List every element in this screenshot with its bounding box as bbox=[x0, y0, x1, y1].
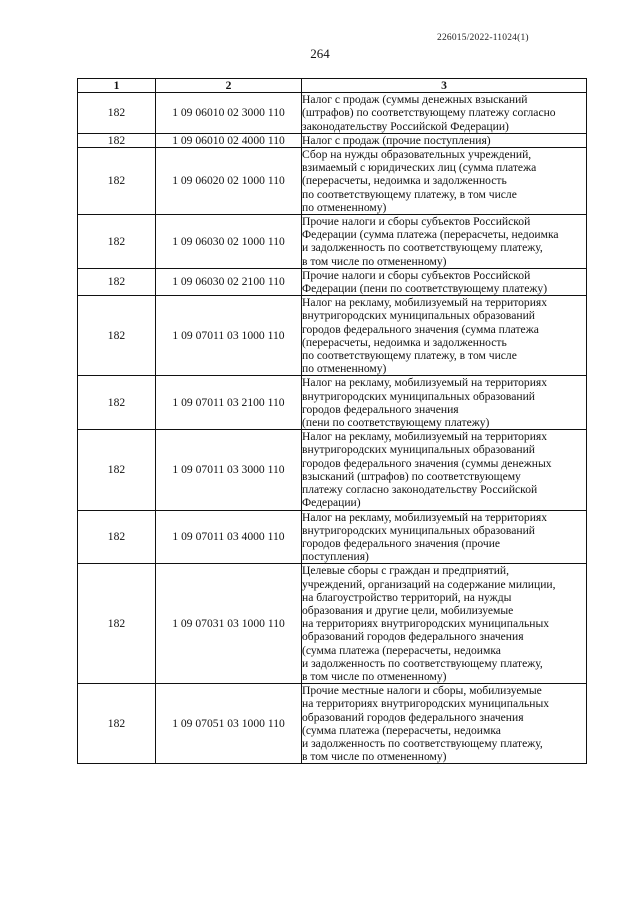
table-row bbox=[78, 93, 587, 134]
description-line: Прочие налоги и сборы субъектов Российской bbox=[302, 215, 531, 229]
description-line: в том числе по отмененному) bbox=[302, 669, 447, 683]
budget-classification-code-cell: 1 09 06010 02 3000 110 bbox=[156, 93, 302, 134]
revenue-description-cell bbox=[302, 93, 587, 134]
table-row bbox=[78, 148, 587, 215]
description-line: и задолженность по соответствующему платежу, bbox=[302, 656, 543, 670]
description-line: образований городов федерального значения bbox=[302, 630, 524, 644]
table-row bbox=[78, 564, 587, 684]
description-line: учреждений, организаций на содержание милиции, bbox=[302, 577, 556, 591]
description-line: образований городов федерального значения bbox=[302, 710, 524, 724]
table-row bbox=[78, 215, 587, 269]
description-line: внутригородских муниципальных образований bbox=[302, 443, 535, 457]
description-line: внутригородских муниципальных образований bbox=[302, 309, 535, 323]
table-row bbox=[78, 376, 587, 430]
description-line: Налог с продаж (суммы денежных взысканий bbox=[302, 93, 528, 107]
description-line: (перерасчеты, недоимка и задолженность bbox=[302, 174, 507, 188]
description-line: Прочие местные налоги и сборы, мобилизуемые bbox=[302, 684, 542, 698]
description-line: взысканий (штрафов) по соответствующему bbox=[302, 469, 521, 483]
description-line: внутригородских муниципальных образований bbox=[302, 389, 535, 403]
revenue-description-cell bbox=[302, 268, 587, 295]
admin-code-cell: 182 bbox=[78, 430, 156, 510]
description-line: (сумма платежа (перерасчеты, недоимка bbox=[302, 643, 501, 657]
revenue-description-cell bbox=[302, 564, 587, 684]
page-number: 264 bbox=[310, 46, 330, 61]
description-line: образования и другие цели, мобилизуемые bbox=[302, 603, 514, 617]
table-row bbox=[78, 296, 587, 376]
description-line: и задолженность по соответствующему платежу, bbox=[302, 241, 543, 255]
description-line: (сумма платежа (перерасчеты, недоимка bbox=[302, 723, 501, 737]
revenue-description-cell bbox=[302, 296, 587, 376]
revenue-description-cell bbox=[302, 510, 587, 564]
revenue-description-cell bbox=[302, 376, 587, 430]
budget-classification-code-cell: 1 09 06030 02 1000 110 bbox=[156, 215, 302, 269]
description-line: (штрафов) по соответствующему платежу согласно bbox=[302, 106, 556, 120]
admin-code-cell: 182 bbox=[78, 510, 156, 564]
revenue-description-cell bbox=[302, 148, 587, 215]
budget-code-table bbox=[77, 78, 587, 764]
description-line: городов федерального значения (суммы денежных bbox=[302, 456, 552, 470]
column-header-2: 2 bbox=[156, 79, 302, 93]
budget-classification-code-cell: 1 09 07031 03 1000 110 bbox=[156, 564, 302, 684]
description-line: и задолженность по соответствующему платежу, bbox=[302, 736, 543, 750]
admin-code-cell: 182 bbox=[78, 564, 156, 684]
description-line: (перерасчеты, недоимка и задолженность bbox=[302, 335, 507, 349]
table-body bbox=[78, 93, 587, 764]
description-line: городов федерального значения (сумма платежа bbox=[302, 322, 539, 336]
table-row bbox=[78, 133, 587, 147]
table-row bbox=[78, 510, 587, 564]
revenue-description-cell bbox=[302, 215, 587, 269]
budget-classification-code-cell: 1 09 07051 03 1000 110 bbox=[156, 684, 302, 764]
table-row bbox=[78, 268, 587, 295]
revenue-description-cell bbox=[302, 430, 587, 510]
description-line: Прочие налоги и сборы субъектов Российской bbox=[302, 268, 531, 282]
column-header-1: 1 bbox=[78, 79, 156, 93]
description-line: Федерации (пени по соответствующему платежу) bbox=[302, 282, 548, 296]
description-line: по соответствующему платежу, в том числе bbox=[302, 187, 517, 201]
description-line: Федерации (сумма платежа (перерасчеты, недоимка bbox=[302, 228, 559, 242]
table-row bbox=[78, 430, 587, 510]
admin-code-cell: 182 bbox=[78, 148, 156, 215]
description-line: в том числе по отмененному) bbox=[302, 254, 447, 268]
admin-code-cell: 182 bbox=[78, 296, 156, 376]
description-line: взимаемый с юридических лиц (сумма платежа bbox=[302, 161, 537, 175]
admin-code-cell: 182 bbox=[78, 133, 156, 147]
description-line: Федерации) bbox=[302, 496, 361, 510]
table-row bbox=[78, 684, 587, 764]
description-line: по отмененному) bbox=[302, 362, 387, 376]
description-line: на благоустройство территорий, на нужды bbox=[302, 590, 512, 604]
admin-code-cell: 182 bbox=[78, 376, 156, 430]
column-header-3: 3 bbox=[302, 79, 587, 93]
budget-classification-code-cell: 1 09 07011 03 4000 110 bbox=[156, 510, 302, 564]
admin-code-cell: 182 bbox=[78, 684, 156, 764]
budget-classification-code-cell: 1 09 06020 02 1000 110 bbox=[156, 148, 302, 215]
revenue-description-cell bbox=[302, 133, 587, 147]
description-line: по отмененному) bbox=[302, 200, 387, 214]
description-line: в том числе по отмененному) bbox=[302, 750, 447, 764]
description-line: городов федерального значения (прочие bbox=[302, 536, 501, 550]
revenue-description-cell bbox=[302, 684, 587, 764]
description-line: (пени по соответствующему платежу) bbox=[302, 416, 490, 430]
budget-classification-code-cell: 1 09 07011 03 1000 110 bbox=[156, 296, 302, 376]
admin-code-cell: 182 bbox=[78, 215, 156, 269]
description-line: Налог на рекламу, мобилизуемый на территориях bbox=[302, 430, 548, 444]
description-line: законодательству Российской Федерации) bbox=[302, 119, 509, 133]
description-line: на территориях внутригородских муниципальных bbox=[302, 697, 550, 711]
description-line: городов федерального значения bbox=[302, 402, 459, 416]
description-line: поступления) bbox=[302, 550, 369, 564]
table-header-row bbox=[78, 79, 587, 93]
description-line: на территориях внутригородских муниципальных bbox=[302, 617, 550, 631]
budget-classification-code-cell: 1 09 06010 02 4000 110 bbox=[156, 133, 302, 147]
budget-classification-code-cell: 1 09 06030 02 2100 110 bbox=[156, 268, 302, 295]
admin-code-cell: 182 bbox=[78, 268, 156, 295]
budget-classification-code-cell: 1 09 07011 03 2100 110 bbox=[156, 376, 302, 430]
description-line: Целевые сборы с граждан и предприятий, bbox=[302, 564, 510, 578]
description-line: по соответствующему платежу, в том числе bbox=[302, 349, 517, 363]
description-line: Налог на рекламу, мобилизуемый на территориях bbox=[302, 510, 548, 524]
description-line: Налог на рекламу, мобилизуемый на территориях bbox=[302, 376, 548, 390]
description-line: Сбор на нужды образовательных учреждений, bbox=[302, 148, 532, 162]
description-line: Налог с продаж (прочие поступления) bbox=[302, 133, 491, 147]
document-id: 226015/2022-11024(1) bbox=[437, 33, 529, 43]
budget-classification-code-cell: 1 09 07011 03 3000 110 bbox=[156, 430, 302, 510]
description-line: Налог на рекламу, мобилизуемый на территориях bbox=[302, 296, 548, 310]
description-line: платежу согласно законодательству Российской bbox=[302, 483, 538, 497]
admin-code-cell: 182 bbox=[78, 93, 156, 134]
description-line: внутригородских муниципальных образований bbox=[302, 523, 535, 537]
